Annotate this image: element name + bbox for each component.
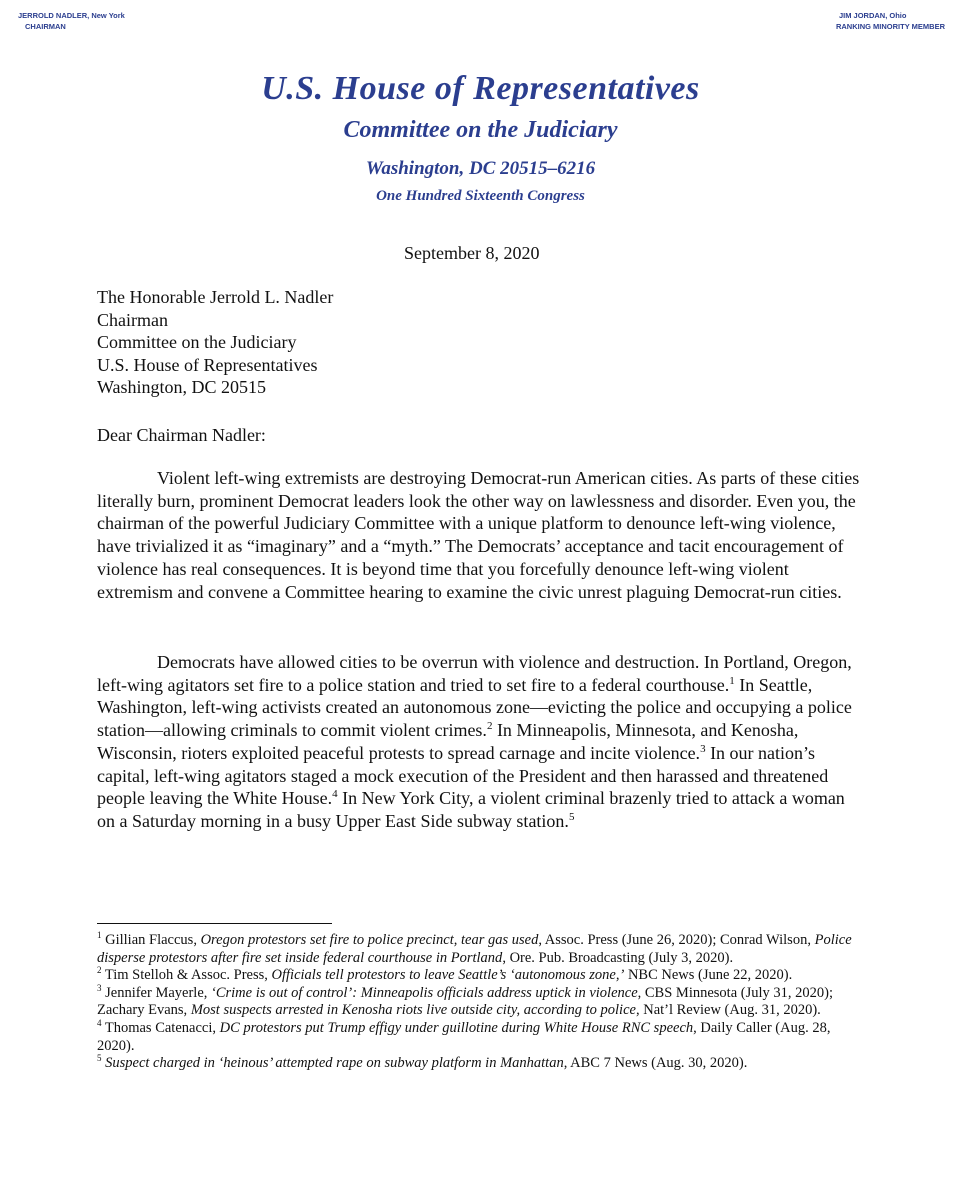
footnote-title: Oregon protestors set fire to police precinct, tear gas used — [200, 932, 539, 948]
footnote-ref: 3 — [700, 742, 706, 755]
footnote-5 — [97, 1055, 867, 1073]
body-paragraph-2 — [97, 651, 863, 833]
address-line: Committee on the Judiciary — [97, 332, 297, 352]
footnote-ref: 4 — [332, 788, 338, 801]
footnote-text: Thomas Catenacci, — [101, 1019, 220, 1036]
letterhead-committee: Committee on the Judiciary — [343, 117, 618, 143]
recipient-address — [97, 286, 333, 399]
sentence: In Seattle, Washington, left-wing activists created an autonomous zone—evicting the police and occupying a police station—allowing criminals to commit violent crimes. — [97, 674, 852, 741]
footnote-number: 4 — [97, 1018, 102, 1029]
footnote-number: 5 — [97, 1053, 102, 1064]
footnote-text: , Nat’l Review (Aug. 31, 2020). — [635, 1002, 821, 1019]
footnote-text: Tim Stelloh & Assoc. Press, — [101, 967, 272, 984]
letterhead-address: Washington, DC 20515–6216 — [365, 158, 596, 179]
footnotes — [97, 932, 867, 1073]
sentence: Democrats have allowed cities to be overrun with violence and destruction. In Portland, Oregon, left-wing agitators set fire to a police station and tried to set fire to a federal courthouse. — [97, 652, 852, 695]
footnote-number: 1 — [97, 930, 102, 941]
footnote-2 — [97, 967, 867, 985]
footnote-title: ‘Crime is out of control’: Minneapolis officials address uptick in violence — [211, 984, 638, 1001]
footnote-text: , Ore. Pub. Broadcasting (July 3, 2020). — [502, 949, 734, 966]
footnote-text: NBC News (June 22, 2020). — [624, 967, 793, 984]
footnote-title: Suspect charged in ‘heinous’ attempted rape on subway platform in Manhattan — [101, 1055, 564, 1072]
footnote-3 — [97, 982, 867, 1020]
footnote-text: Gillian Flaccus, — [101, 932, 201, 948]
footnote-number: 2 — [97, 965, 102, 976]
footnote-text: , CBS Minnesota (July 31, 2020); Zachary Evans, — [97, 984, 833, 1019]
footnote-4 — [97, 1020, 867, 1055]
sentence: In our nation’s capital, left-wing agitators staged a mock execution of the President and then harassed and threatened people leaving the White House. — [97, 742, 829, 809]
ranking-member-name: JIM JORDAN, Ohio — [838, 11, 907, 20]
ranking-member-header — [836, 10, 945, 32]
footnote-title: Police disperse protestors after fire set inside federal courthouse in Portland — [97, 932, 852, 966]
address-line: Chairman — [97, 309, 168, 330]
sentence: In Minneapolis, Minnesota, and Kenosha, Wisconsin, rioters exploited peaceful protests to spread carnage and incite violence. — [97, 720, 799, 763]
ranking-member-title: RANKING MINORITY MEMBER — [835, 22, 945, 31]
letter-date: September 8, 2020 — [404, 243, 540, 263]
chairman-title: CHAIRMAN — [25, 22, 66, 31]
footnote-text: , Assoc. Press (June 26, 2020); Conrad Wilson, — [538, 932, 815, 948]
chairman-header — [18, 10, 125, 32]
letterhead-house: U.S. House of Representatives — [261, 70, 700, 107]
address-line: Washington, DC 20515 — [97, 377, 267, 397]
footnote-divider — [97, 923, 332, 924]
footnote-title: Officials tell protestors to leave Seattle’s ‘autonomous zone,’ — [271, 967, 625, 984]
footnote-number: 3 — [97, 982, 102, 993]
sentence: In New York City, a violent criminal brazenly tried to attack a woman on a Saturday morning in a busy Upper East Side subway station. — [97, 788, 845, 831]
footnote-text: Jennifer Mayerle, — [101, 984, 212, 1001]
footnote-title: DC protestors put Trump effigy under guillotine during White House RNC speech — [219, 1019, 694, 1036]
footnote-1 — [97, 932, 867, 967]
footnote-text: , ABC 7 News (Aug. 30, 2020). — [563, 1055, 748, 1072]
footnote-ref: 5 — [568, 810, 575, 823]
letterhead-congress: One Hundred Sixteenth Congress — [376, 188, 585, 204]
footnote-ref: 1 — [729, 674, 735, 687]
footnote-title: Most suspects arrested in Kenosha riots live outside city, according to police — [190, 1002, 636, 1019]
footnote-ref: 2 — [486, 720, 493, 733]
address-line: The Honorable Jerrold L. Nadler — [97, 287, 334, 307]
footnote-text: , Daily Caller (Aug. 28, 2020). — [97, 1019, 831, 1054]
body-paragraph-1: Violent left-wing extremists are destroying Democrat-run American cities. As parts of these cities literally burn, prominent Democrat leaders look the other way on lawlessness and disorder. Even you, the chairman of the powerful Judiciary Committee with a unique platform to denounce left-wing violence, have trivialized it as “imaginary” and a “myth.” The Democrats’ acceptance and tacit encouragement of violence has real consequences. It is beyond time that you forcefully denounce left-wing violent extremism and convene a Committee hearing to examine the civic unrest plaguing Democrat-run cities. — [97, 468, 860, 602]
chairman-name: JERROLD NADLER, New York — [18, 11, 125, 20]
address-line: U.S. House of Representatives — [97, 354, 318, 375]
salutation: Dear Chairman Nadler: — [97, 425, 266, 445]
